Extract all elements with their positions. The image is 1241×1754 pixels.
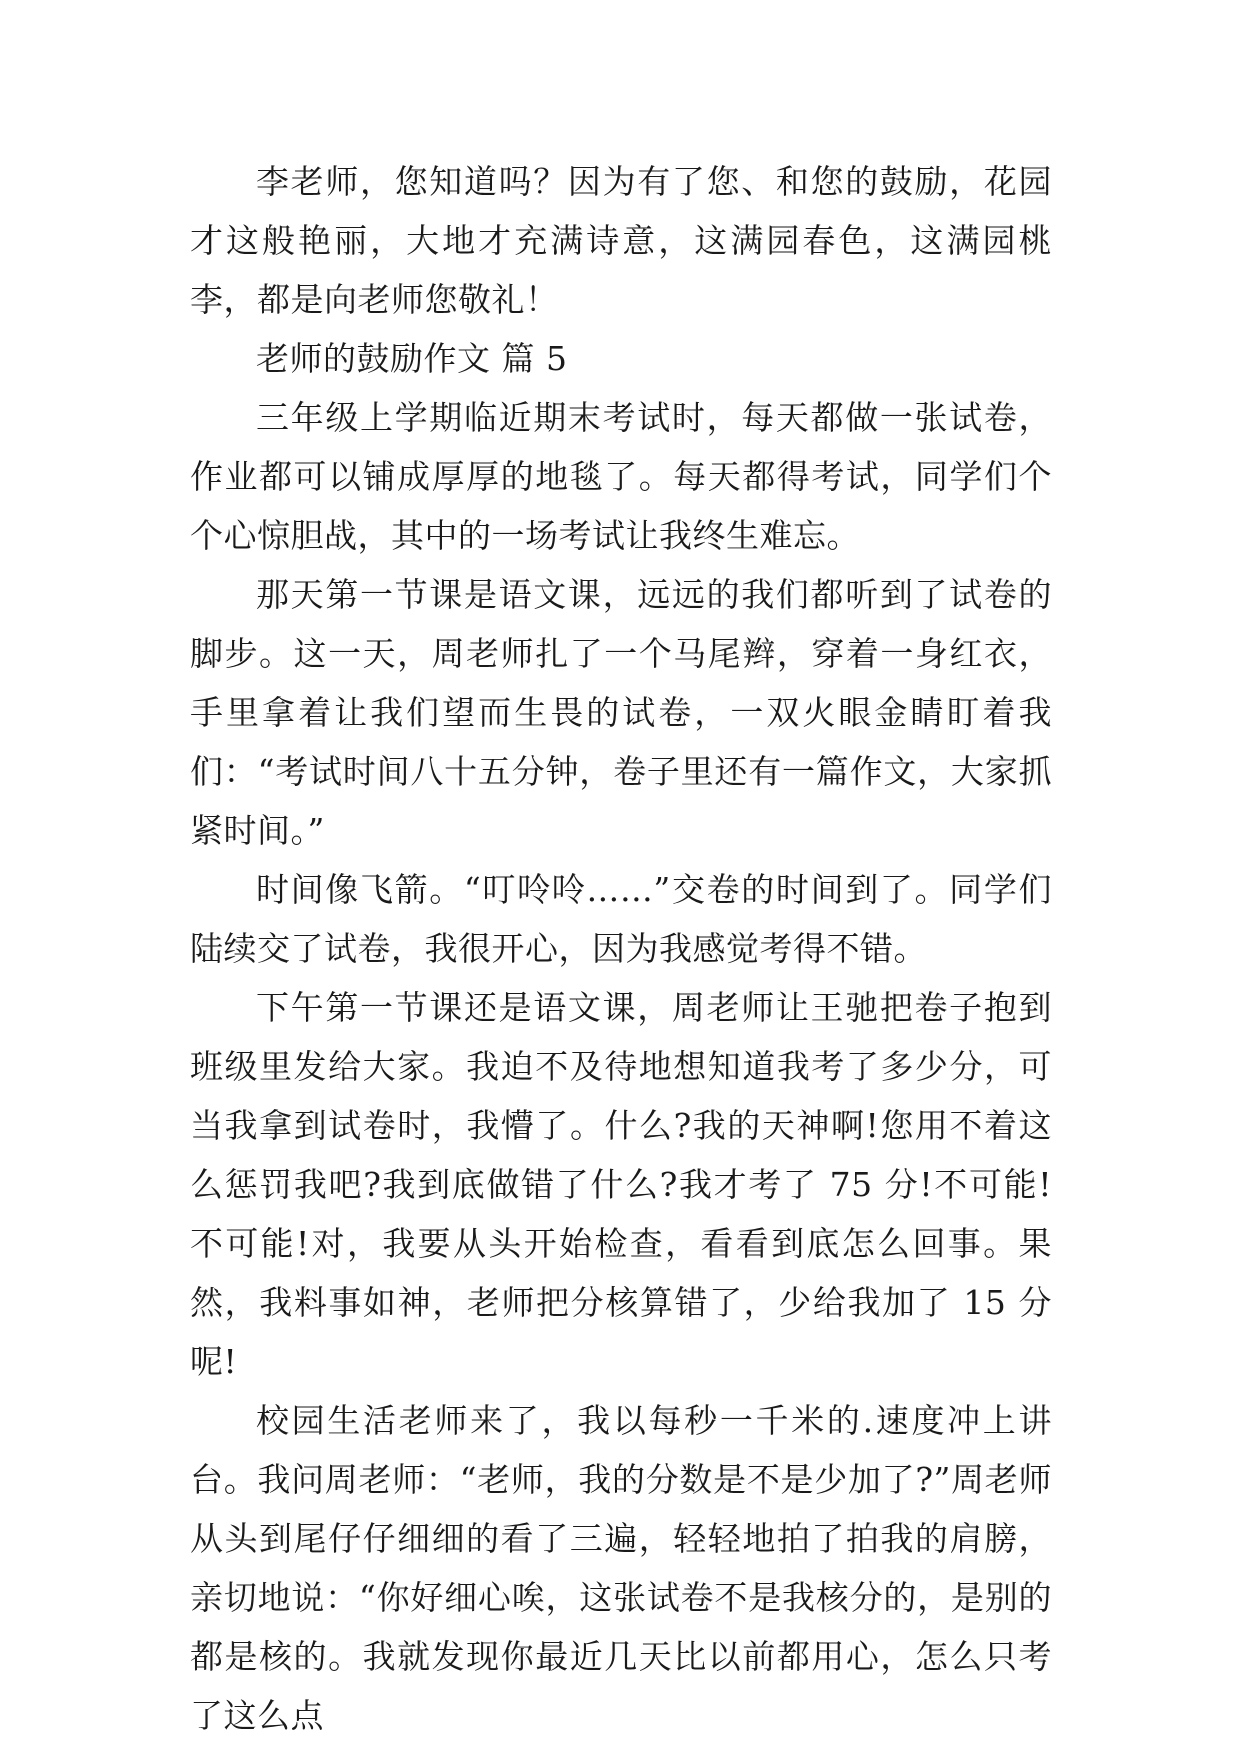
paragraph-exam-period: 三年级上学期临近期末考试时，每天都做一张试卷，作业都可以铺成厚厚的地毯了。每天都得考试，同学们个个心惊胆战，其中的一场考试让我终生难忘。 (190, 398, 1052, 555)
paragraph-teacher-arrives: 校园生活老师来了，我以每秒一千米的.速度冲上讲台。我问周老师：“老师，我的分数是不是少加了?”周老师从头到尾仔仔细细的看了三遍，轻轻地拍了拍我的肩膀，亲切地说：“你好细心唉，这张试卷不是我核分的，是别的都是核的。我就发现你最近几天比以前都用心，怎么只考了这么点 (190, 1401, 1052, 1735)
paragraph-afternoon-class: 下午第一节课还是语文课，周老师让王驰把卷子抱到班级里发给大家。我迫不及待地想知道我考了多少分，可当我拿到试卷时，我懵了。什么?我的天神啊!您用不着这么惩罚我吧?我到底做错了什么?我才考了 75 分!不可能!不可能!对，我要从头开始检查，看看到底怎么回事。果然，我料事如神，老师把分核算错了，少给我加了 15 分呢! (190, 988, 1052, 1381)
paragraph-time-flies: 时间像飞箭。“叮呤呤……”交卷的时间到了。同学们陆续交了试卷，我很开心，因为我感觉考得不错。 (190, 870, 1052, 968)
document-page (190, 152, 1052, 1745)
paragraph-chinese-class: 那天第一节课是语文课，远远的我们都听到了试卷的脚步。这一天，周老师扎了一个马尾辫，穿着一身红衣，手里拿着让我们望而生畏的试卷，一双火眼金睛盯着我们：“考试时间八十五分钟，卷子里还有一篇作文，大家抓紧时间。” (190, 575, 1052, 850)
paragraph-closing-praise: 李老师，您知道吗？因为有了您、和您的鼓励，花园才这般艳丽，大地才充满诗意，这满园春色，这满园桃李，都是向老师您敬礼！ (190, 162, 1052, 319)
section-heading: 老师的鼓励作文 篇 5 (256, 339, 568, 378)
